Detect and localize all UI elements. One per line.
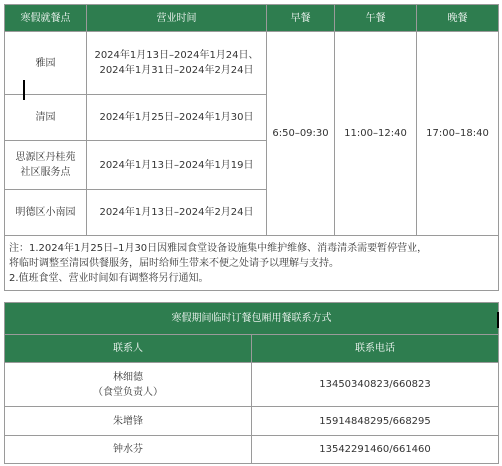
time-yayuan-line2: 2024年1月31日–2024年2月24日	[99, 65, 254, 76]
header-dinner: 晚餐	[417, 5, 499, 32]
header-time: 营业时间	[87, 5, 267, 32]
contact-name-1	[5, 363, 252, 407]
contacts-table	[4, 302, 499, 464]
contact-phone-3: 13542291460/661460	[252, 436, 499, 464]
header-lunch: 午餐	[335, 5, 417, 32]
time-yayuan	[87, 32, 267, 95]
text-cursor-right	[497, 312, 499, 328]
lunch-time: 11:00–12:40	[335, 32, 417, 236]
note-line1: 注：1.2024年1月25日–1月30日因雅园食堂设备设施集中维护维修、消毒清杀需要暂停营业，	[9, 242, 428, 254]
time-mingde: 2024年1月13日–2024年2月24日	[87, 190, 267, 236]
time-siyuan: 2024年1月13日–2024年1月19日	[87, 141, 267, 190]
contact-phone-2: 15914848295/668295	[252, 407, 499, 436]
contacts-title: 寒假期间临时订餐包厢用餐联系方式	[5, 303, 499, 335]
place-siyuan-line2: 社区服务点	[20, 167, 71, 178]
place-yayuan: 雅园	[5, 32, 87, 95]
note-line2: 将临时调整至清园供餐服务，届时给师生带来不便之处请予以理解与支持。	[9, 257, 339, 269]
text-cursor-left	[23, 80, 25, 100]
place-siyuan	[5, 141, 87, 190]
dinner-time: 17:00–18:40	[417, 32, 499, 236]
header-phone: 联系电话	[252, 335, 499, 363]
place-mingde: 明德区小南园	[5, 190, 87, 236]
time-yayuan-line1: 2024年1月13日–2024年1月24日、	[94, 50, 259, 61]
contact-phone-1: 13450340823/660823	[252, 363, 499, 407]
place-siyuan-line1: 思源区丹桂苑	[15, 152, 76, 163]
contact-name-1-line2: （食堂负责人）	[93, 386, 163, 398]
time-qingyuan: 2024年1月25日–2024年1月30日	[87, 95, 267, 141]
contact-name-1-line1: 林细德	[113, 371, 143, 383]
notes	[5, 236, 499, 291]
place-qingyuan: 清园	[5, 95, 87, 141]
header-contact: 联系人	[5, 335, 252, 363]
header-place: 寒假就餐点	[5, 5, 87, 32]
note-line3: 2.值班食堂、营业时间如有调整将另行通知。	[9, 272, 209, 284]
canteen-hours-table	[4, 4, 499, 291]
contact-name-3: 钟水芬	[5, 436, 252, 464]
header-breakfast: 早餐	[267, 5, 335, 32]
breakfast-time: 6:50–09:30	[267, 32, 335, 236]
contact-name-2: 朱增锋	[5, 407, 252, 436]
